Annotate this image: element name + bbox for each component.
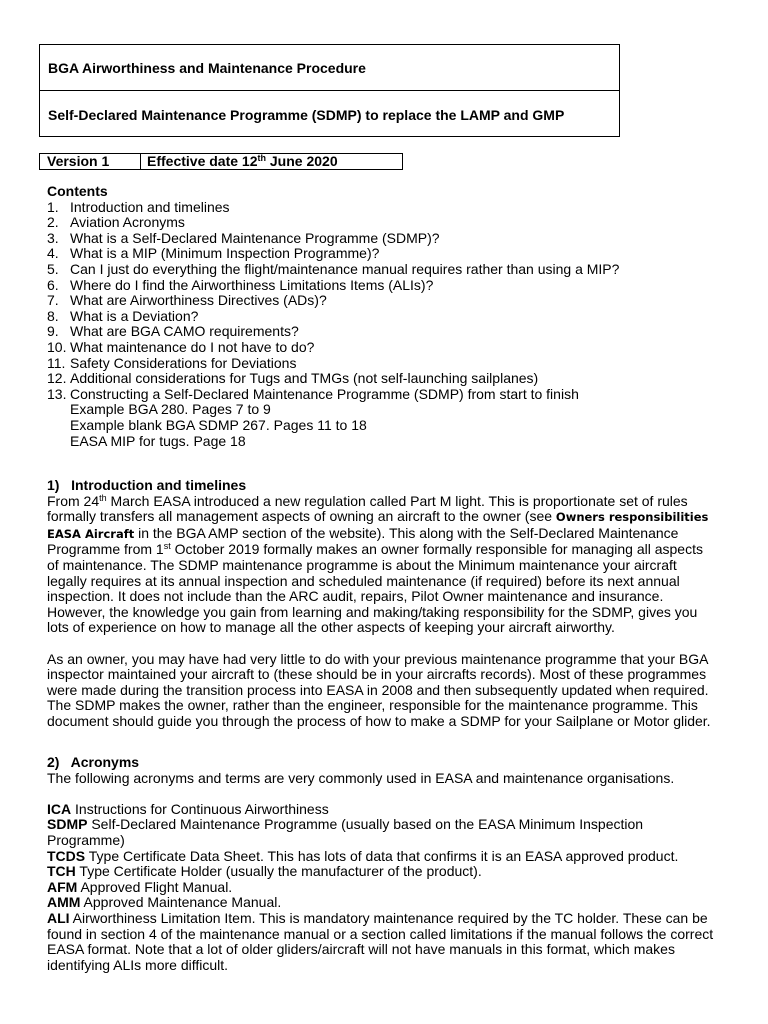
acronym-tch: TCH Type Certificate Holder (usually the manufacturer of the product). xyxy=(47,863,482,880)
contents-item-number: 2. xyxy=(47,214,59,231)
acronym-ica: ICA Instructions for Continuous Airworthiness xyxy=(47,800,329,817)
contents-item-text: Constructing a Self-Declared Maintenance Programme (SDMP) from start to finish xyxy=(70,385,579,402)
contents-item-text: Aviation Acronyms xyxy=(70,214,185,231)
section-acronyms xyxy=(47,755,727,973)
contents-item xyxy=(47,262,727,278)
contents-section xyxy=(47,184,727,449)
section-heading: 2) Acronyms xyxy=(47,754,140,770)
version-box xyxy=(39,153,403,170)
acronym-amm: AMM Approved Maintenance Manual. xyxy=(47,894,282,911)
contents-item-number: 10. xyxy=(47,338,67,355)
acronym-list: ICA Instructions for Continuous Airworthiness SDMP Self-Declared Maintenance Programme (usually based on the EASA Minimum Inspection Programme) TCDS Type Certificate Data Sheet. This has lots of data that confirms it is an EASA approved product. TCH Type Certificate Holder (usually the manufacturer of the product). AFM Approved Flight Manual. AMM Approved Maintenance Manual. ALI Airworthiness Limitation Item. This is mandatory maintenance required by the TC holder. These can be found in section 4 of the maintenance manual or a section called limitations if the manual follows the correct EASA format. Note that a lot of older gliders/aircraft will not have manuals in this format, which makes identifying ALIs more difficult. xyxy=(47,802,727,974)
contents-item-text: Safety Considerations for Deviations xyxy=(70,354,297,371)
contents-item xyxy=(47,215,727,231)
contents-item-text: What are Airworthiness Directives (ADs)? xyxy=(70,292,327,309)
contents-item xyxy=(47,309,727,325)
contents-item xyxy=(47,200,727,216)
acronym-afm: AFM Approved Flight Manual. xyxy=(47,878,233,895)
acronyms-intro: The following acronyms and terms are very commonly used in EASA and maintenance organisations. xyxy=(47,769,675,786)
contents-item-text: Can I just do everything the flight/maintenance manual requires rather than using a MIP? xyxy=(70,260,620,277)
contents-sublist xyxy=(47,402,727,449)
contents-item-text: What maintenance do I not have to do? xyxy=(70,338,315,355)
contents-item xyxy=(47,371,727,387)
version-divider xyxy=(140,154,141,169)
document-title: BGA Airworthiness and Maintenance Procedure xyxy=(48,60,366,76)
contents-item-number: 4. xyxy=(47,245,59,262)
contents-subitem: EASA MIP for tugs. Page 18 xyxy=(70,432,246,449)
effective-date: Effective date 12th June 2020 xyxy=(147,153,338,169)
contents-item xyxy=(47,293,727,309)
paragraph: From 24th March EASA introduced a new regulation called Part M light. This is proportionate set of rules formally transfers all management aspects of owning an aircraft to the owner (see Owners responsibilities EASA Aircraft in the BGA AMP section of the website). This along with the Self-Declared Maintenance Programme from 1st October 2019 formally makes an owner formally responsible for managing all aspects of maintenance. The SDMP maintenance programme is about the Minimum maintenance your aircraft legally requires at its annual inspection and scheduled maintenance (if required) before its next annual inspection. It does not include than the ARC audit, repairs, Pilot Owner maintenance and insurance. However, the knowledge you gain from learning and making/taking responsibility for the SDMP, gives you lots of experience on how to manage all the other aspects of keeping your aircraft airworthy. xyxy=(47,492,709,636)
contents-item-text: Additional considerations for Tugs and TMGs (not self-launching sailplanes) xyxy=(70,370,539,387)
contents-item-number: 13. xyxy=(47,385,67,402)
contents-item-number: 8. xyxy=(47,307,59,324)
contents-item-number: 3. xyxy=(47,229,59,246)
owners-responsibilities-link[interactable]: Owners responsibilities xyxy=(555,510,709,525)
contents-list xyxy=(47,200,727,403)
acronym-sdmp: SDMP Self-Declared Maintenance Programme (usually based on the EASA Minimum Inspection xyxy=(47,816,644,833)
acronym-ali: ALI Airworthiness Limitation Item. This is mandatory maintenance required by the TC holder. These can be xyxy=(47,909,708,926)
acronym-tcds: TCDS Type Certificate Data Sheet. This has lots of data that confirms it is an EASA approved product. xyxy=(47,847,679,864)
contents-item-text: What is a MIP (Minimum Inspection Programme)? xyxy=(70,245,380,262)
contents-item xyxy=(47,324,727,340)
contents-item xyxy=(47,340,727,356)
version-label: Version 1 xyxy=(47,153,110,169)
contents-item xyxy=(47,231,727,247)
section-heading: 1) Introduction and timelines xyxy=(47,477,247,493)
contents-item-number: 6. xyxy=(47,276,59,293)
paragraph: As an owner, you may have had very little to do with your previous maintenance programme that your BGA inspector maintained your aircraft to (these should be in your aircrafts records). Most of these programmes were made during the transition process into EASA in 2008 and then subsequently updated when required. The SDMP makes the owner, rather than the engineer, responsible for the maintenance programme. This document should guide you through the process of how to make a SDMP for your Sailplane or Motor glider. xyxy=(47,650,711,729)
document-header-box xyxy=(39,44,620,137)
contents-item-number: 11. xyxy=(47,354,66,371)
document-subtitle: Self-Declared Maintenance Programme (SDMP) to replace the LAMP and GMP xyxy=(48,107,565,123)
contents-item xyxy=(47,356,727,372)
contents-subitem: Example BGA 280. Pages 7 to 9 xyxy=(70,401,271,418)
contents-item xyxy=(47,387,727,403)
contents-item-text: What are BGA CAMO requirements? xyxy=(70,323,299,340)
contents-item-text: Where do I find the Airworthiness Limitations Items (ALIs)? xyxy=(70,276,434,293)
contents-item xyxy=(47,246,727,262)
contents-heading: Contents xyxy=(47,183,108,199)
contents-item xyxy=(47,278,727,294)
section-introduction xyxy=(47,478,727,730)
contents-subitem: Example blank BGA SDMP 267. Pages 11 to 18 xyxy=(70,416,367,433)
contents-item-number: 12. xyxy=(47,370,67,387)
contents-item-number: 5. xyxy=(47,260,59,277)
contents-item-text: What is a Deviation? xyxy=(70,307,199,324)
contents-item-text: What is a Self-Declared Maintenance Programme (SDMP)? xyxy=(70,229,440,246)
contents-item-number: 7. xyxy=(47,292,59,309)
contents-item-number: 9. xyxy=(47,323,59,340)
contents-item-text: Introduction and timelines xyxy=(70,198,230,215)
contents-item-number: 1. xyxy=(47,198,59,215)
easa-aircraft-link[interactable]: EASA Aircraft xyxy=(47,526,135,541)
